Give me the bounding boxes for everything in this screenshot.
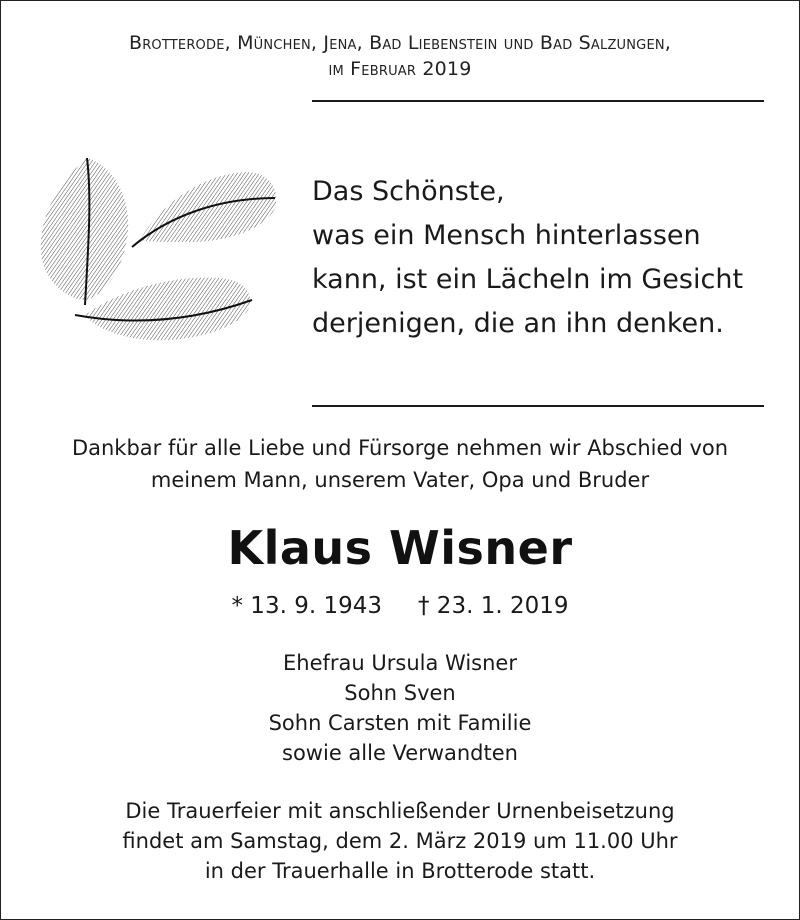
memorial-quote xyxy=(312,170,782,346)
feather-right xyxy=(132,172,276,247)
life-dates xyxy=(0,590,800,622)
feather-left xyxy=(41,158,128,305)
intro-line: meinem Mann, unserem Vater, Opa und Bruder xyxy=(150,468,650,492)
deceased-name: Klaus Wisner xyxy=(227,521,573,575)
service-line: findet am Samstag, dem 2. März 2019 um 11.00 Uhr xyxy=(122,829,678,853)
mourners-list xyxy=(0,648,800,768)
death-date: † 23. 1. 2019 xyxy=(418,593,569,619)
place-date-header xyxy=(60,30,740,82)
header-places: Brotterode, München, Jena, Bad Liebenstein und Bad Salzungen, xyxy=(128,32,672,54)
header-date: im Februar 2019 xyxy=(328,58,472,80)
quote-line: kann, ist ein Lächeln im Gesicht xyxy=(312,264,744,295)
service-details xyxy=(0,796,800,886)
quote-line: Das Schönste, xyxy=(312,176,505,207)
intro-line: Dankbar für alle Liebe und Fürsorge nehmen wir Abschied von xyxy=(71,436,729,460)
quote-line: derjenigen, die an ihn denken. xyxy=(312,308,724,339)
mourner: Sohn Carsten mit Familie xyxy=(268,711,532,735)
mourner: sowie alle Verwandten xyxy=(282,741,518,765)
feathers-icon xyxy=(30,150,285,360)
mourner: Ehefrau Ursula Wisner xyxy=(283,651,517,675)
birth-date: * 13. 9. 1943 xyxy=(231,593,382,619)
mourner: Sohn Sven xyxy=(344,681,456,705)
farewell-intro xyxy=(20,432,780,496)
bottom-divider xyxy=(312,405,764,407)
quote-line: was ein Mensch hinterlassen xyxy=(312,220,701,251)
service-line: in der Trauerhalle in Brotterode statt. xyxy=(204,859,596,883)
top-divider xyxy=(312,100,764,102)
service-line: Die Trauerfeier mit anschließender Urnenbeisetzung xyxy=(125,799,675,823)
